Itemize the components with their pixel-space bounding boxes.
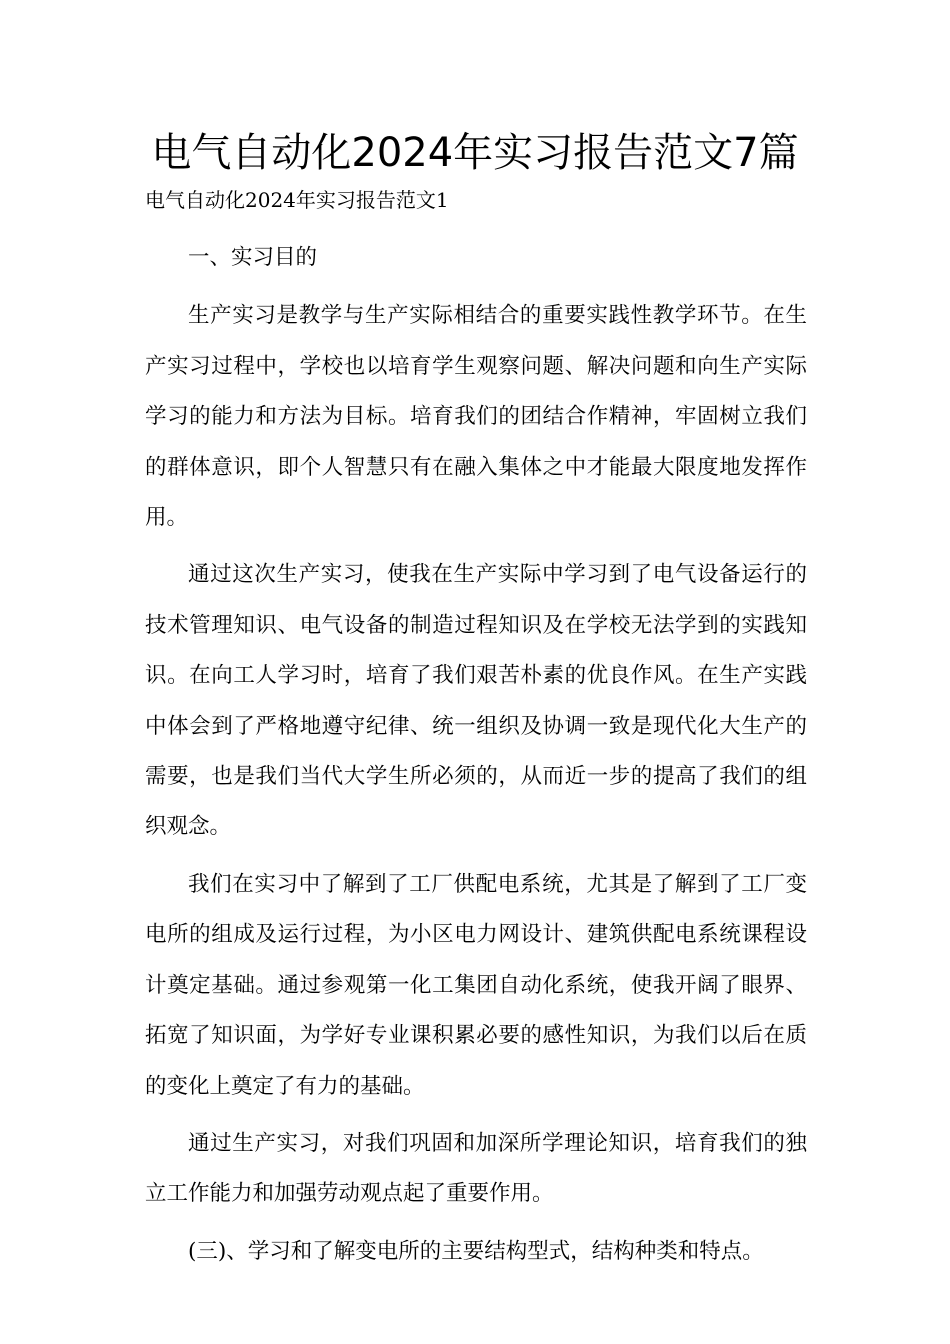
paragraph: 通过这次生产实习，使我在生产实际中学习到了电气设备运行的技术管理知识、电气设备的制造过程知识及在学校无法学到的实践知识。在向工人学习时，培育了我们艰苦朴素的优良作风。在生产实践中体会到了严格地遵守纪律、统一组织及协调一致是现代化大生产的需要，也是我们当代大学生所必须的，从而近一步的提高了我们的组织观念。 [145, 562, 807, 840]
paragraph: 我们在实习中了解到了工厂供配电系统，尤其是了解到了工厂变电所的组成及运行过程，为小区电力网设计、建筑供配电系统课程设计奠定基础。通过参观第一化工集团自动化系统，使我开阔了眼界、拓宽了知识面，为学好专业课积累必要的感性知识，为我们以后在质的变化上奠定了有力的基础。 [145, 871, 807, 1099]
document-body [145, 233, 807, 1284]
paragraph: 通过生产实习，对我们巩固和加深所学理论知识，培育我们的独立工作能力和加强劳动观点起了重要作用。 [145, 1130, 807, 1207]
paragraph: 生产实习是教学与生产实际相结合的重要实践性教学环节。在生产实习过程中，学校也以培育学生观察问题、解决问题和向生产实际学习的能力和方法为目标。培育我们的团结合作精神，牢固树立我们的群体意识，即个人智慧只有在融入集体之中才能最大限度地发挥作用。 [145, 303, 807, 531]
section-heading: (三)、学习和了解变电所的主要结构型式，结构种类和特点。 [188, 1238, 764, 1264]
document-subtitle: 电气自动化2024年实习报告范文1 [145, 188, 449, 212]
section-heading: 一、实习目的 [188, 245, 318, 270]
document-title: 电气自动化2024年实习报告范文7篇 [151, 130, 799, 176]
